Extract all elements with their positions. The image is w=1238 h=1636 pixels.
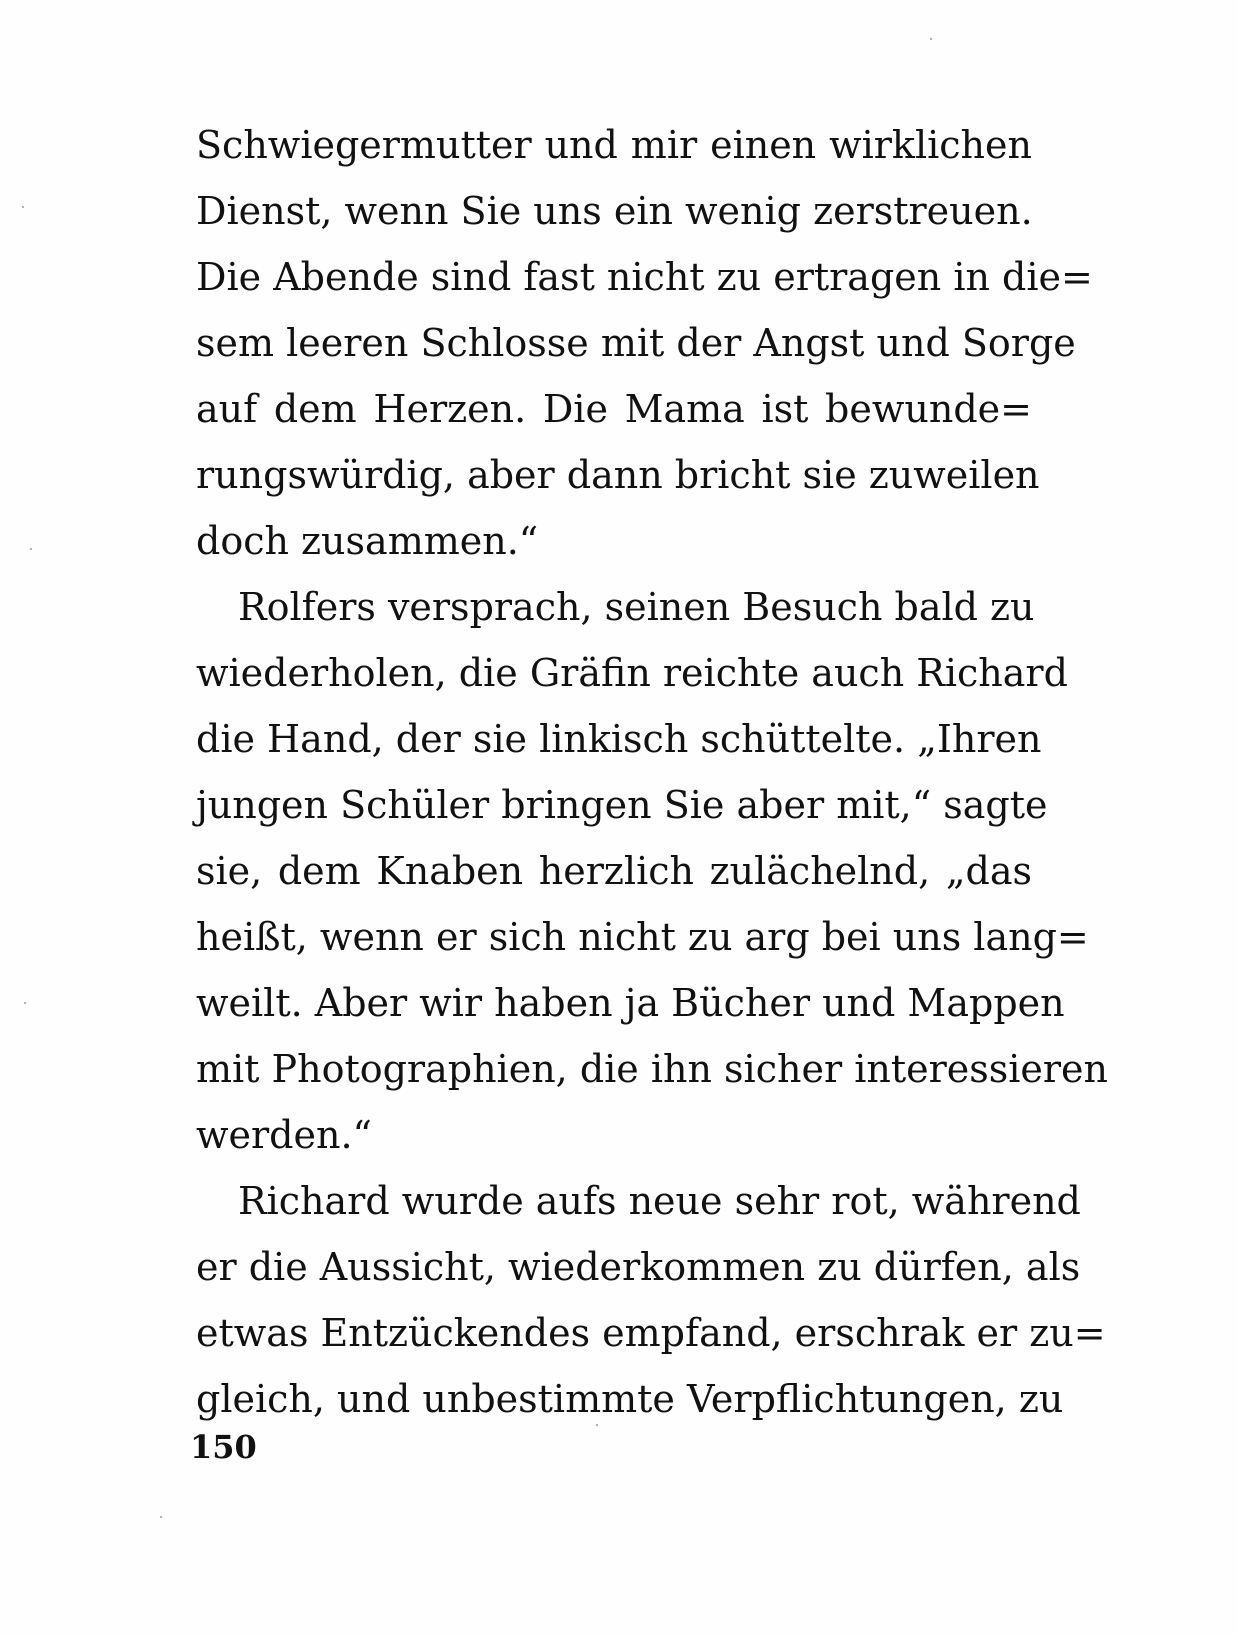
- scan-speck: [22, 206, 24, 208]
- text-line: werden.“: [196, 1113, 372, 1157]
- text-line: etwas Entzückendes empfand, erschrak er zu=: [196, 1311, 1106, 1355]
- text-line: gleich, und unbestimmte Verpflichtungen, zu: [196, 1377, 1064, 1421]
- text-line: doch zusammen.“: [196, 519, 539, 563]
- text-line: heißt, wenn er sich nicht zu arg bei uns lang=: [196, 915, 1089, 959]
- page-number: 150: [190, 1428, 257, 1466]
- text-line: Richard wurde aufs neue sehr rot, während: [238, 1179, 1081, 1223]
- text-line: weilt. Aber wir haben ja Bücher und Mappen: [196, 981, 1065, 1025]
- text-line: die Hand, der sie linkisch schüttelte. „Ihren: [196, 717, 1042, 761]
- scan-speck: [160, 1516, 162, 1518]
- text-line: sie, dem Knaben herzlich zulächelnd, „das: [196, 849, 1032, 893]
- scan-speck: [24, 1002, 26, 1004]
- text-line: Rolfers versprach, seinen Besuch bald zu: [238, 585, 1035, 629]
- text-line: sem leeren Schlosse mit der Angst und Sorge: [196, 321, 1076, 365]
- text-line: Schwiegermutter und mir einen wirklichen: [196, 123, 1032, 167]
- text-line: Die Abende sind fast nicht zu ertragen in die=: [196, 255, 1093, 299]
- text-line: er die Aussicht, wiederkommen zu dürfen, als: [196, 1245, 1081, 1289]
- text-line: rungswürdig, aber dann bricht sie zuweilen: [196, 453, 1040, 497]
- text-line: auf dem Herzen. Die Mama ist bewunde=: [196, 387, 1032, 431]
- text-line: mit Photographien, die ihn sicher interessieren: [196, 1047, 1108, 1091]
- text-line: jungen Schüler bringen Sie aber mit,“ sagte: [196, 783, 1048, 827]
- scan-speck: [596, 1424, 598, 1426]
- text-line: wiederholen, die Gräfin reichte auch Richard: [196, 651, 1068, 695]
- body-text: [196, 112, 1108, 1432]
- scan-speck: [930, 38, 932, 40]
- scan-speck: [30, 548, 32, 550]
- text-line: Dienst, wenn Sie uns ein wenig zerstreuen.: [196, 189, 1033, 233]
